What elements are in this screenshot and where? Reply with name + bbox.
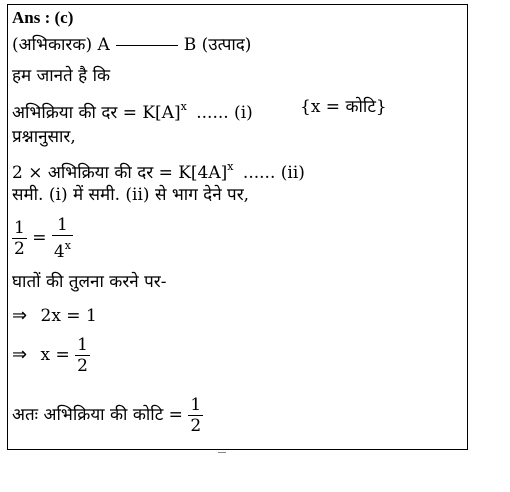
step-1-text: 2x = 1	[40, 306, 97, 326]
we-know-text: हम जानते है कि	[12, 66, 111, 86]
lhs-numerator: 1	[14, 218, 25, 238]
rate-law-text: अभिक्रिया की दर = K[A]	[12, 103, 181, 123]
rhs-fraction	[52, 215, 73, 262]
rhs-denominator-exponent: x	[64, 239, 71, 252]
rate-law-2-text: 2 × अभिक्रिया की दर = K[4A]	[12, 163, 228, 183]
step-2-lhs: x =	[40, 345, 70, 365]
rate-law-2-line	[12, 157, 305, 183]
rhs-denominator	[52, 236, 73, 262]
rate-law-eq-ref: ...... (i)	[196, 103, 253, 123]
lhs-denominator: 2	[14, 239, 25, 259]
reaction-dash	[116, 45, 178, 46]
step-2-fraction	[75, 335, 90, 376]
divide-instruction: समी. (i) में समी. (ii) से भाग देने पर,	[12, 185, 250, 205]
conclusion	[12, 395, 203, 436]
step-1	[12, 306, 97, 326]
page-mark	[218, 452, 226, 457]
conclusion-text: अतः अभिक्रिया की कोटि =	[12, 405, 183, 425]
equals-sign: =	[32, 228, 47, 248]
conclusion-denominator: 2	[190, 416, 202, 436]
conclusion-numerator: 1	[190, 395, 202, 415]
implies-arrow-icon: ⇒	[12, 344, 28, 365]
rate-law-2-eq-ref: ...... (ii)	[242, 163, 305, 183]
rate-law-exponent: x	[180, 100, 187, 113]
implies-arrow-icon: ⇒	[12, 305, 28, 326]
step-2	[12, 335, 90, 376]
lhs-fraction	[12, 218, 27, 259]
rate-law-2-exponent: x	[227, 160, 234, 173]
step-2-denominator: 2	[77, 356, 88, 376]
reactant-text: (अभिकारक) A	[12, 35, 110, 55]
rhs-denominator-base: 4	[53, 242, 65, 262]
rate-law-line	[12, 97, 387, 123]
fraction-equation	[12, 215, 73, 262]
conclusion-fraction	[188, 395, 203, 436]
compare-powers-text: घातों की तुलना करने पर-	[12, 272, 167, 292]
step-2-numerator: 1	[77, 335, 88, 355]
reaction-line	[12, 35, 251, 55]
order-note: {x = कोटि}	[300, 97, 387, 117]
answer-label: Ans : (c)	[12, 8, 74, 27]
rhs-numerator: 1	[57, 215, 68, 235]
as-per-question-text: प्रश्नानुसार,	[12, 127, 76, 147]
product-text: B (उत्पाद)	[183, 35, 252, 55]
